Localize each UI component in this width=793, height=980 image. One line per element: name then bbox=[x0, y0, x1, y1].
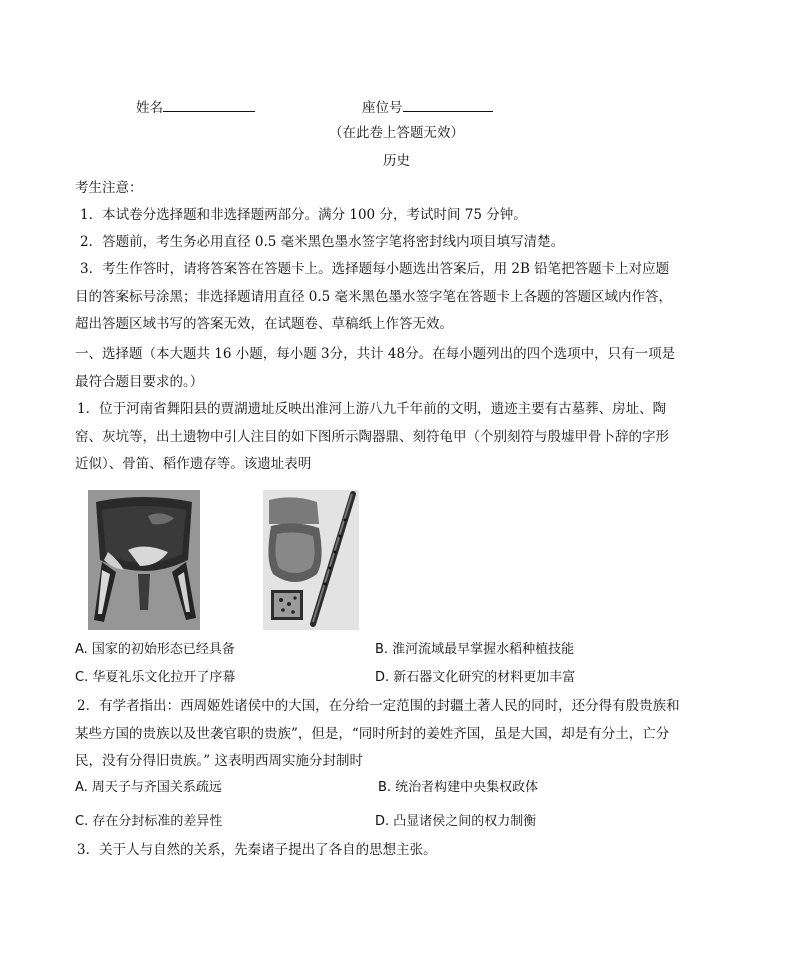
q2-option-d[interactable]: D. 凸显诸侯之间的权力制衡 bbox=[375, 814, 537, 829]
turtle-shell-and-flute-image bbox=[263, 490, 359, 630]
q2-option-c[interactable]: C. 存在分封标准的差异性 bbox=[75, 814, 223, 829]
q1-option-b[interactable]: B. 淮河流域最早掌握水稻种植技能 bbox=[375, 642, 575, 657]
q1-option-c[interactable]: C. 华夏礼乐文化拉开了序幕 bbox=[75, 670, 236, 685]
section-heading: 一、选择题（本大题共 16 小题，每小题 3分，共计 48分。在每小题列出的四个选项中，只有一项是最符合题目要求的。） bbox=[75, 346, 676, 390]
question-3-stem: 3．关于人与自然的关系，先秦诸子提出了各自的思想主张。 bbox=[77, 842, 437, 858]
seat-label: 座位号 bbox=[362, 100, 403, 116]
name-label: 姓名 bbox=[136, 100, 163, 116]
notice-item-2: 2．答题前，考生务必用直径 0.5 毫米黑色墨水签字笔将密封线内项目填写清楚。 bbox=[80, 234, 565, 250]
question-1-stem: 1．位于河南省舞阳县的贾湖遗址反映出淮河上游八九千年前的文明，遗迹主要有古墓葬、房址、陶窑、灰坑等，出土遗物中引人注目的如下图所示陶器鼎、刻符龟甲（个别刻符与殷墟甲骨卜辞的字形近似）、骨笛、稻作遗存等。该遗址表明 bbox=[75, 401, 669, 472]
turtle-shell-and-bone-flute-photo bbox=[263, 490, 359, 630]
q1-option-a[interactable]: A. 国家的初始形态已经具备 bbox=[75, 642, 235, 657]
name-field-label bbox=[136, 97, 255, 117]
notice-item-1: 1．本试卷分选择题和非选择题两部分。满分 100 分，考试时间 75 分钟。 bbox=[80, 207, 527, 223]
pottery-ding-photo bbox=[88, 490, 200, 630]
subject-title: 历史 bbox=[383, 153, 410, 169]
seat-field-label bbox=[362, 97, 493, 117]
pottery-ding-image bbox=[88, 490, 200, 630]
question-2-stem: 2．有学者指出：西周姬姓诸侯中的大国，在分给一定范围的封疆土著人民的同时，还分得有殷贵族和某些方国的贵族以及世袭官职的贵族”，但是，“同时所封的姜姓齐国，虽是大国，却是有分土，亡分民，没有分得旧贵族。” 这表明西周实施分封制时 bbox=[75, 698, 680, 769]
q2-option-a[interactable]: A. 周天子与齐国关系疏远 bbox=[75, 780, 222, 795]
notice-title: 考生注意： bbox=[75, 180, 143, 196]
seat-blank-line bbox=[403, 97, 493, 112]
notice-item-3: 3．考生作答时，请将答案答在答题卡上。选择题每小题选出答案后，用 2B 铅笔把答题卡上对应题目的答案标号涂黑；非选择题请用直径 0.5 毫米黑色墨水签字笔在答题卡上各题的答题区域内作答，超出答题区域书写的答案无效，在试题卷、草稿纸上作答无效。 bbox=[75, 261, 673, 332]
answer-invalid-note: （在此卷上答题无效） bbox=[329, 125, 464, 141]
name-blank-line bbox=[163, 97, 255, 112]
q2-option-b[interactable]: B. 统治者构建中央集权政体 bbox=[378, 780, 539, 795]
q1-option-d[interactable]: D. 新石器文化研究的材料更加丰富 bbox=[375, 670, 576, 685]
